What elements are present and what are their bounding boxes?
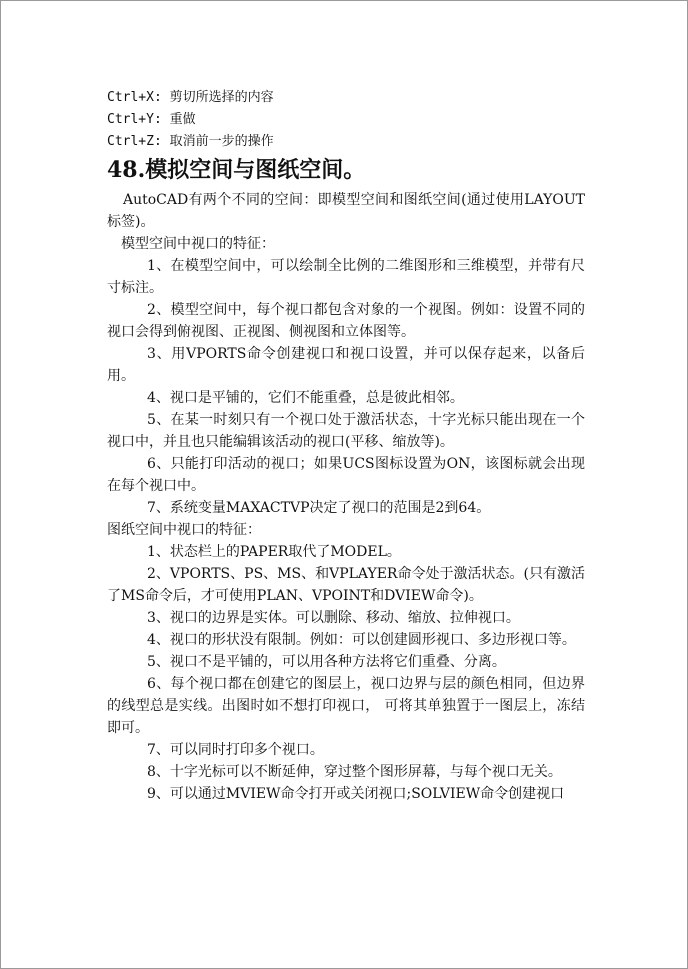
model-item: 6、只能打印活动的视口；如果UCS图标设置为ON，该图标就会出现在每个视口中。 bbox=[107, 456, 585, 494]
paper-item: 9、可以通过MVIEW命令打开或关闭视口;SOLVIEW命令创建视口 bbox=[147, 786, 565, 802]
paper-item: 1、状态栏上的PAPER取代了MODEL。 bbox=[147, 544, 401, 560]
model-item: 2、模型空间中，每个视口都包含对象的一个视图。例如：设置不同的视口会得到俯视图、正视图、侧视图和立体图等。 bbox=[107, 302, 585, 340]
model-space-title: 模型空间中视口的特征： bbox=[121, 236, 275, 252]
page-content bbox=[107, 87, 585, 805]
model-item: 7、系统变量MAXACTVP决定了视口的范围是2到64。 bbox=[147, 500, 491, 516]
paper-item: 7、可以同时打印多个视口。 bbox=[147, 742, 324, 758]
paper-item: 5、视口不是平铺的，可以用各种方法将它们重叠、分离。 bbox=[147, 654, 506, 670]
paper-item: 3、视口的边界是实体。可以删除、移动、缩放、拉伸视口。 bbox=[147, 610, 520, 626]
model-item: 1、在模型空间中，可以绘制全比例的二维图形和三维模型，并带有尺寸标注。 bbox=[107, 258, 585, 296]
shortcut-line: Ctrl+Y: 重做 bbox=[107, 112, 196, 127]
paper-item: 2、VPORTS、PS、MS、和VPLAYER命令处于激活状态。(只有激活了MS命令后，才可使用PLAN、VPOINT和DVIEW命令)。 bbox=[107, 566, 585, 604]
paper-item: 6、每个视口都在创建它的图层上，视口边界与层的颜色相同，但边界的线型总是实线。出图时如不想打印视口， 可将其单独置于一图层上，冻结即可。 bbox=[107, 676, 585, 736]
paper-item: 8、十字光标可以不断延伸，穿过整个图形屏幕，与每个视口无关。 bbox=[147, 764, 562, 780]
shortcut-line: Ctrl+Z: 取消前一步的操作 bbox=[107, 134, 274, 149]
model-item: 3、用VPORTS命令创建视口和视口设置，并可以保存起来，以备后用。 bbox=[107, 346, 585, 384]
section-heading: 48.模拟空间与图纸空间。 bbox=[107, 157, 366, 183]
model-item: 5、在某一时刻只有一个视口处于激活状态，十字光标只能出现在一个视口中，并且也只能编辑该活动的视口(平移、缩放等)。 bbox=[107, 412, 585, 450]
model-item: 4、视口是平铺的，它们不能重叠，总是彼此相邻。 bbox=[147, 390, 464, 406]
intro-paragraph: AutoCAD有两个不同的空间：即模型空间和图纸空间(通过使用LAYOUT标签)。 bbox=[107, 192, 585, 230]
shortcut-line: Ctrl+X: 剪切所选择的内容 bbox=[107, 90, 274, 105]
paper-item: 4、视口的形状没有限制。例如：可以创建圆形视口、多边形视口等。 bbox=[147, 632, 576, 648]
paper-space-title: 图纸空间中视口的特征： bbox=[107, 522, 261, 538]
